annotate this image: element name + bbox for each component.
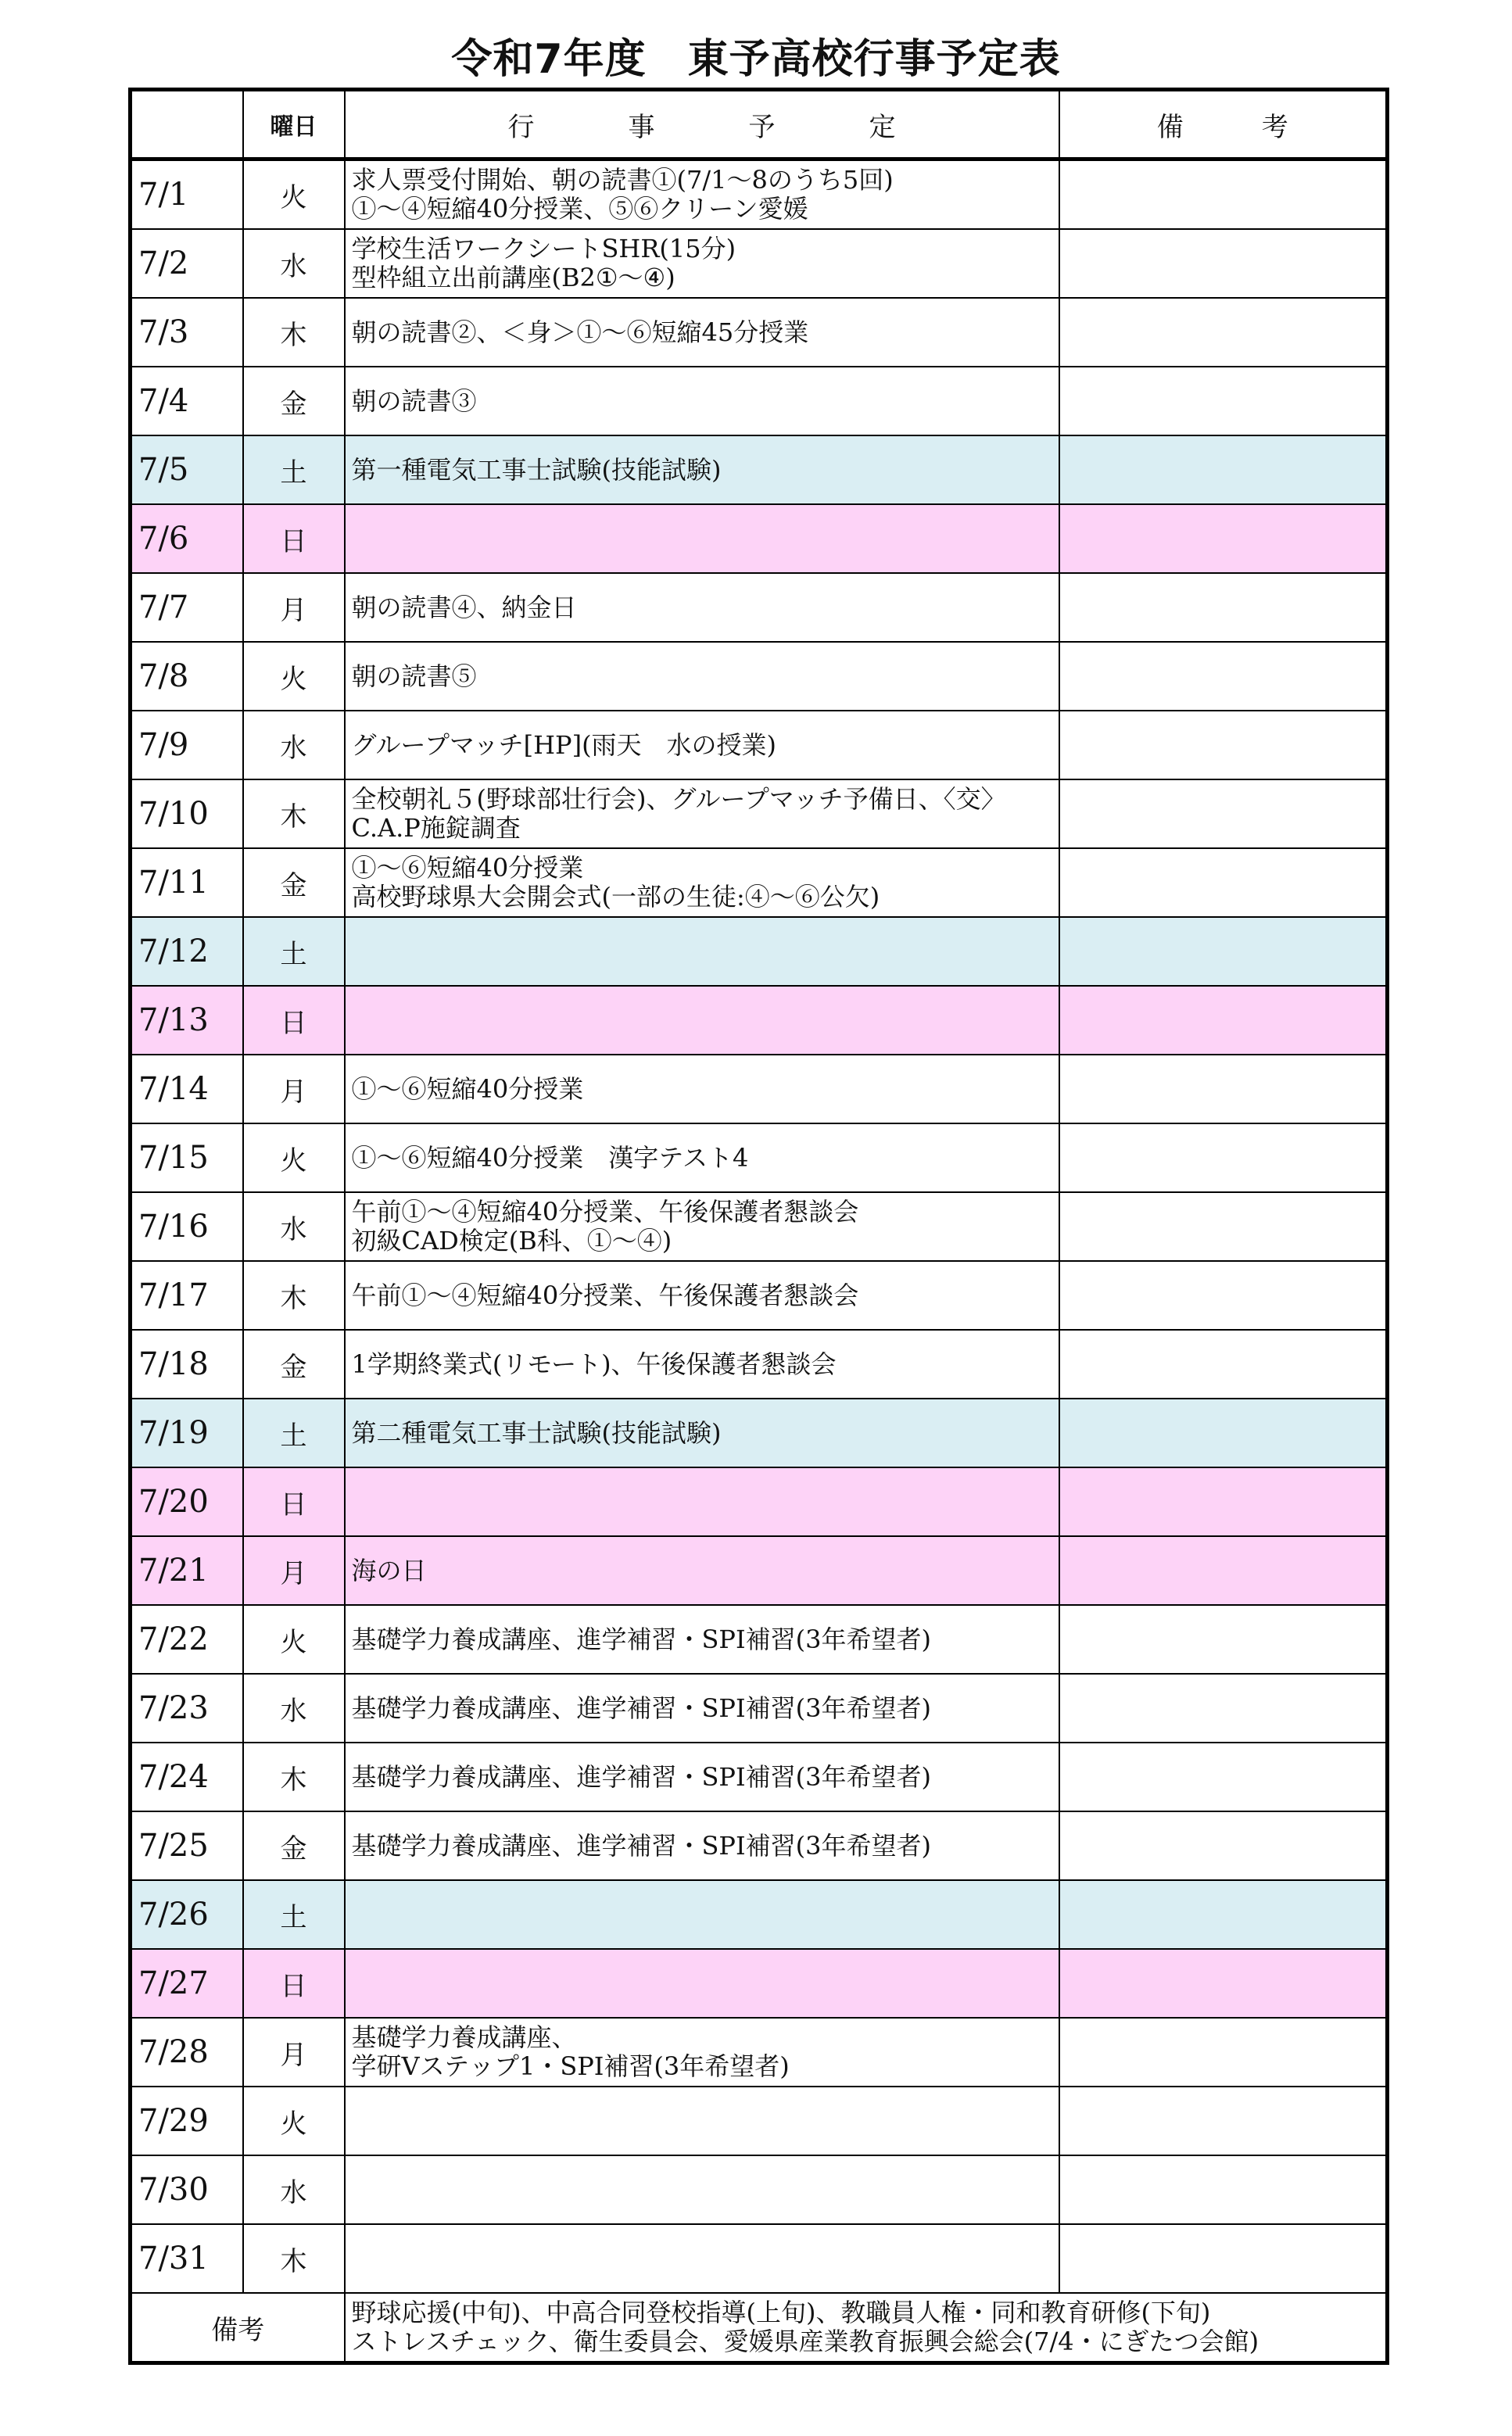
event-line: C.A.P施錠調査 — [351, 813, 521, 843]
events-cell — [345, 1880, 1059, 1949]
event-line: 基礎学力養成講座、 — [351, 2022, 577, 2052]
event-line: 基礎学力養成講座、進学補習・SPI補習(3年希望者) — [351, 1830, 931, 1861]
events-cell — [345, 1743, 1059, 1811]
header-notes: 備考 — [1059, 90, 1388, 159]
day-of-week-cell: 木 — [243, 1743, 345, 1811]
day-of-week-cell: 水 — [243, 2155, 345, 2224]
date-cell: 7/1 — [131, 159, 243, 230]
events-cell — [345, 2155, 1059, 2224]
note-cell — [1059, 298, 1388, 367]
note-cell — [1059, 2018, 1388, 2087]
footer-note-line: ストレスチェック、衛生委員会、愛媛県産業教育振興会総会(7/4・にぎたつ会館) — [351, 2327, 1259, 2356]
events-cell — [345, 1123, 1059, 1192]
table-row — [131, 1055, 1388, 1123]
events-cell — [345, 2087, 1059, 2155]
table-row — [131, 367, 1388, 435]
events-cell — [345, 1261, 1059, 1330]
table-row — [131, 1674, 1388, 1743]
table-row — [131, 2018, 1388, 2087]
date-cell: 7/6 — [131, 504, 243, 573]
events-cell — [345, 159, 1059, 230]
day-of-week-cell: 土 — [243, 1399, 345, 1467]
events-cell — [345, 848, 1059, 917]
event-line: 午前①～④短縮40分授業、午後保護者懇談会 — [351, 1280, 859, 1310]
table-row — [131, 1123, 1388, 1192]
date-cell: 7/26 — [131, 1880, 243, 1949]
note-cell — [1059, 1536, 1388, 1605]
table-row — [131, 1261, 1388, 1330]
note-cell — [1059, 1123, 1388, 1192]
event-line: グループマッチ[HP](雨天 水の授業) — [351, 729, 777, 760]
event-line: 1学期終業式(リモート)、午後保護者懇談会 — [351, 1349, 837, 1379]
note-cell — [1059, 779, 1388, 848]
note-cell — [1059, 2224, 1388, 2293]
events-cell — [345, 298, 1059, 367]
events-cell — [345, 1192, 1059, 1261]
day-of-week-cell: 火 — [243, 1605, 345, 1674]
events-cell — [345, 1949, 1059, 2018]
note-cell — [1059, 2087, 1388, 2155]
note-cell — [1059, 2155, 1388, 2224]
date-cell: 7/7 — [131, 573, 243, 642]
note-cell — [1059, 504, 1388, 573]
date-cell: 7/21 — [131, 1536, 243, 1605]
event-line: 初級CAD検定(B科、①～④) — [351, 1226, 672, 1256]
note-cell — [1059, 1674, 1388, 1743]
footer-notes-cell — [345, 2293, 1388, 2363]
date-cell: 7/27 — [131, 1949, 243, 2018]
header-date — [131, 90, 243, 159]
event-line: 全校朝礼５(野球部壮行会)、グループマッチ予備日、〈交〉 — [351, 784, 1006, 814]
table-row — [131, 1743, 1388, 1811]
note-cell — [1059, 159, 1388, 230]
note-cell — [1059, 1399, 1388, 1467]
table-row — [131, 2087, 1388, 2155]
day-of-week-cell: 土 — [243, 435, 345, 504]
event-line: 求人票受付開始、朝の読書①(7/1～8のうち5回) — [351, 165, 894, 195]
table-row — [131, 986, 1388, 1055]
date-cell: 7/20 — [131, 1467, 243, 1536]
date-cell: 7/4 — [131, 367, 243, 435]
event-line: 朝の読書⑤ — [351, 661, 477, 691]
day-of-week-cell: 水 — [243, 1674, 345, 1743]
event-line: 学校生活ワークシートSHR(15分) — [351, 234, 736, 263]
events-cell — [345, 367, 1059, 435]
day-of-week-cell: 火 — [243, 1123, 345, 1192]
header-row — [131, 90, 1388, 159]
date-cell: 7/16 — [131, 1192, 243, 1261]
note-cell — [1059, 367, 1388, 435]
note-cell — [1059, 1261, 1388, 1330]
date-cell: 7/14 — [131, 1055, 243, 1123]
page-title: 令和7年度 東予高校行事予定表 — [451, 36, 1061, 83]
day-of-week-cell: 水 — [243, 711, 345, 779]
note-cell — [1059, 435, 1388, 504]
table-row — [131, 504, 1388, 573]
date-cell: 7/12 — [131, 917, 243, 986]
date-cell: 7/31 — [131, 2224, 243, 2293]
table-row — [131, 1605, 1388, 1674]
table-row — [131, 1467, 1388, 1536]
event-line: ①～④短縮40分授業、⑤⑥クリーン愛媛 — [351, 194, 808, 224]
note-cell — [1059, 986, 1388, 1055]
day-of-week-cell: 木 — [243, 779, 345, 848]
date-cell: 7/29 — [131, 2087, 243, 2155]
footer-row — [131, 2293, 1388, 2363]
date-cell: 7/10 — [131, 779, 243, 848]
event-line: 基礎学力養成講座、進学補習・SPI補習(3年希望者) — [351, 1693, 931, 1723]
date-cell: 7/17 — [131, 1261, 243, 1330]
day-of-week-cell: 日 — [243, 1467, 345, 1536]
event-line: 朝の読書②、＜身＞①～⑥短縮45分授業 — [351, 317, 809, 347]
date-cell: 7/19 — [131, 1399, 243, 1467]
date-cell: 7/3 — [131, 298, 243, 367]
note-cell — [1059, 573, 1388, 642]
event-line: 学研Vステップ1・SPI補習(3年希望者) — [351, 2051, 790, 2081]
day-of-week-cell: 月 — [243, 1536, 345, 1605]
date-cell: 7/9 — [131, 711, 243, 779]
day-of-week-cell: 水 — [243, 229, 345, 298]
note-cell — [1059, 1743, 1388, 1811]
event-line: ①～⑥短縮40分授業 — [351, 853, 584, 883]
events-cell — [345, 1467, 1059, 1536]
table-row — [131, 298, 1388, 367]
date-cell: 7/11 — [131, 848, 243, 917]
date-cell: 7/22 — [131, 1605, 243, 1674]
note-cell — [1059, 1330, 1388, 1399]
schedule-table — [128, 88, 1389, 2365]
table-row — [131, 1330, 1388, 1399]
day-of-week-cell: 月 — [243, 573, 345, 642]
table-row — [131, 917, 1388, 986]
event-line: 高校野球県大会開会式(一部の生徒:④～⑥公欠) — [351, 882, 880, 912]
table-row — [131, 229, 1388, 298]
note-cell — [1059, 1192, 1388, 1261]
header-dow: 曜日 — [243, 90, 345, 159]
table-row — [131, 848, 1388, 917]
event-line: 第一種電気工事士試験(技能試験) — [351, 454, 722, 485]
day-of-week-cell: 水 — [243, 1192, 345, 1261]
event-line: ①～⑥短縮40分授業 漢字テスト4 — [351, 1142, 749, 1173]
events-cell — [345, 711, 1059, 779]
table-row — [131, 642, 1388, 711]
events-cell — [345, 917, 1059, 986]
table-row — [131, 1949, 1388, 2018]
day-of-week-cell: 木 — [243, 2224, 345, 2293]
event-line: 午前①～④短縮40分授業、午後保護者懇談会 — [351, 1197, 859, 1227]
day-of-week-cell: 火 — [243, 159, 345, 230]
date-cell: 7/28 — [131, 2018, 243, 2087]
note-cell — [1059, 917, 1388, 986]
events-cell — [345, 573, 1059, 642]
day-of-week-cell: 木 — [243, 298, 345, 367]
day-of-week-cell: 月 — [243, 2018, 345, 2087]
day-of-week-cell: 金 — [243, 1330, 345, 1399]
table-row — [131, 1536, 1388, 1605]
note-cell — [1059, 1949, 1388, 2018]
day-of-week-cell: 木 — [243, 1261, 345, 1330]
event-line: 海の日 — [351, 1555, 427, 1585]
day-of-week-cell: 火 — [243, 2087, 345, 2155]
date-cell: 7/23 — [131, 1674, 243, 1743]
note-cell — [1059, 642, 1388, 711]
date-cell: 7/2 — [131, 229, 243, 298]
events-cell — [345, 1536, 1059, 1605]
date-cell: 7/8 — [131, 642, 243, 711]
event-line: 第二種電気工事士試験(技能試験) — [351, 1417, 722, 1448]
note-cell — [1059, 229, 1388, 298]
event-line: 型枠組立出前講座(B2①～④) — [351, 263, 675, 292]
table-row — [131, 1880, 1388, 1949]
event-line: ①～⑥短縮40分授業 — [351, 1073, 584, 1104]
footer-note-line: 野球応援(中旬)、中高合同登校指導(上旬)、教職員人権・同和教育研修(下旬) — [351, 2298, 1211, 2327]
note-cell — [1059, 1055, 1388, 1123]
events-cell — [345, 1399, 1059, 1467]
events-cell — [345, 1811, 1059, 1880]
table-row — [131, 573, 1388, 642]
events-cell — [345, 229, 1059, 298]
note-cell — [1059, 1605, 1388, 1674]
day-of-week-cell: 土 — [243, 1880, 345, 1949]
table-row — [131, 1811, 1388, 1880]
events-cell — [345, 1674, 1059, 1743]
events-cell — [345, 504, 1059, 573]
events-cell — [345, 986, 1059, 1055]
day-of-week-cell: 金 — [243, 367, 345, 435]
events-cell — [345, 1605, 1059, 1674]
table-row — [131, 1399, 1388, 1467]
note-cell — [1059, 1811, 1388, 1880]
table-row — [131, 1192, 1388, 1261]
day-of-week-cell: 日 — [243, 986, 345, 1055]
date-cell: 7/18 — [131, 1330, 243, 1399]
date-cell: 7/13 — [131, 986, 243, 1055]
event-line: 朝の読書④、納金日 — [351, 592, 577, 622]
day-of-week-cell: 火 — [243, 642, 345, 711]
events-cell — [345, 1055, 1059, 1123]
table-row — [131, 711, 1388, 779]
day-of-week-cell: 月 — [243, 1055, 345, 1123]
event-line: 朝の読書③ — [351, 385, 477, 416]
note-cell — [1059, 711, 1388, 779]
note-cell — [1059, 1880, 1388, 1949]
table-row — [131, 2155, 1388, 2224]
events-cell — [345, 435, 1059, 504]
table-row — [131, 2224, 1388, 2293]
event-line: 基礎学力養成講座、進学補習・SPI補習(3年希望者) — [351, 1624, 931, 1654]
date-cell: 7/24 — [131, 1743, 243, 1811]
day-of-week-cell: 土 — [243, 917, 345, 986]
date-cell: 7/30 — [131, 2155, 243, 2224]
events-cell — [345, 779, 1059, 848]
note-cell — [1059, 848, 1388, 917]
events-cell — [345, 2224, 1059, 2293]
date-cell: 7/5 — [131, 435, 243, 504]
note-cell — [1059, 1467, 1388, 1536]
event-line: 基礎学力養成講座、進学補習・SPI補習(3年希望者) — [351, 1761, 931, 1792]
table-row — [131, 779, 1388, 848]
day-of-week-cell: 金 — [243, 848, 345, 917]
day-of-week-cell: 日 — [243, 1949, 345, 2018]
footer-label: 備考 — [131, 2293, 345, 2363]
header-events: 行事予定 — [345, 90, 1059, 159]
events-cell — [345, 2018, 1059, 2087]
date-cell: 7/25 — [131, 1811, 243, 1880]
day-of-week-cell: 金 — [243, 1811, 345, 1880]
day-of-week-cell: 日 — [243, 504, 345, 573]
table-row — [131, 435, 1388, 504]
table-row — [131, 159, 1388, 230]
events-cell — [345, 642, 1059, 711]
events-cell — [345, 1330, 1059, 1399]
date-cell: 7/15 — [131, 1123, 243, 1192]
